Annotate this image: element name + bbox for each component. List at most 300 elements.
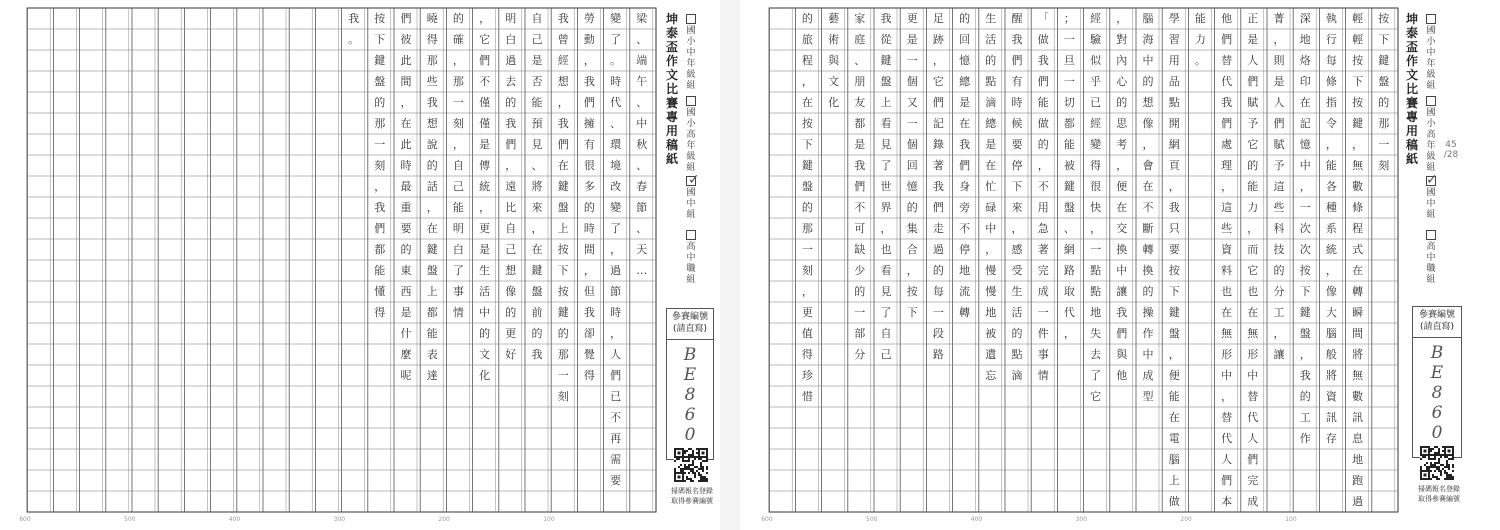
essay-char: 、 (531, 159, 543, 172)
essay-char: 的 (479, 327, 491, 340)
essay-char: 文 (479, 348, 491, 361)
essay-char: 、 (610, 117, 622, 130)
essay-char: 在 (1168, 411, 1180, 424)
essay-char: 們 (1247, 453, 1259, 466)
essay-char: 賦 (1273, 138, 1285, 151)
essay-char: 動 (583, 33, 595, 46)
essay-char: 作 (1142, 327, 1154, 340)
essay-char: 個 (906, 75, 918, 88)
essay-char: 分 (854, 348, 866, 361)
essay-char: 的 (1037, 138, 1049, 151)
essay-char: 上 (426, 285, 438, 298)
essay-char: 節 (610, 285, 622, 298)
essay-char: 在 (1116, 201, 1128, 214)
essay-char: 比 (505, 201, 517, 214)
essay-char: 家 (854, 12, 866, 25)
essay-char: 是 (959, 96, 971, 109)
essay-char: 按 (557, 285, 569, 298)
essay-char: 成 (1037, 285, 1049, 298)
essay-char: 鍵 (1352, 117, 1364, 130)
essay-char: 形 (1247, 348, 1259, 361)
essay-char: 是 (479, 138, 491, 151)
check-mark-icon: ✓ (1426, 172, 1438, 188)
essay-char: 它 (932, 75, 944, 88)
essay-char: 活 (985, 33, 997, 46)
essay-char: 對 (1116, 33, 1128, 46)
essay-char: 僅 (479, 96, 491, 109)
essay-char: 系 (1325, 222, 1337, 235)
essay-char: 刻 (452, 117, 464, 130)
essay-char: 心 (1116, 75, 1128, 88)
ruler-mark: 500 (866, 516, 878, 523)
essay-char: 合 (906, 243, 918, 256)
essay-char: 表 (426, 348, 438, 361)
essay-char: 旦 (1063, 54, 1075, 67)
qr-code-icon[interactable] (674, 448, 708, 482)
essay-char: 境 (610, 159, 622, 172)
essay-char: 個 (906, 138, 918, 151)
checkbox-icon[interactable] (686, 230, 696, 240)
essay-char: 一 (1037, 306, 1049, 319)
checkbox-icon[interactable] (1426, 230, 1436, 240)
essay-char: 能 (1063, 138, 1075, 151)
essay-char: 白 (505, 33, 517, 46)
essay-char: 麼 (400, 348, 412, 361)
essay-char: 統 (1325, 243, 1337, 256)
essay-char: 盤 (426, 264, 438, 277)
essay-char: 曉 (426, 12, 438, 25)
essay-char: 按 (1378, 12, 1390, 25)
essay-char: 代 (1221, 432, 1233, 445)
essay-char: 東 (400, 264, 412, 277)
essay-char: 將 (531, 180, 543, 193)
essay-char: 路 (932, 348, 944, 361)
essay-char: 般 (1325, 348, 1337, 361)
essay-char: 理 (1221, 159, 1233, 172)
essay-char: 、 (636, 222, 648, 235)
entry-number-char: B (1430, 343, 1444, 363)
essay-char: 在 (1142, 180, 1154, 193)
essay-char: 是 (985, 138, 997, 151)
essay-char: 在 (959, 117, 971, 130)
essay-char: 正 (1247, 12, 1259, 25)
essay-char: 盤 (1168, 327, 1180, 340)
group-option-senior-high[interactable]: 高中職組 (684, 230, 698, 286)
essay-char: 每 (932, 285, 944, 298)
essay-char: 惜 (801, 390, 813, 403)
essay-char: 刻 (1378, 159, 1390, 172)
essay-char: 在 (426, 222, 438, 235)
essay-char: 能 (1168, 390, 1180, 403)
essay-char: 一 (932, 306, 944, 319)
group-option-elementary-upper[interactable]: 國小高年級組 (1424, 96, 1438, 174)
essay-char: 預 (531, 117, 543, 130)
essay-char: ， (479, 12, 491, 25)
entry-number-char: 0 (1431, 423, 1443, 443)
essay-char: 改 (610, 180, 622, 193)
essay-char: 下 (1011, 180, 1023, 193)
essay-char: 好 (505, 348, 517, 361)
essay-char: 科 (1273, 222, 1285, 235)
essay-char: 乎 (1090, 75, 1102, 88)
group-option-senior-high[interactable]: 高中職組 (1424, 230, 1438, 286)
essay-char: 像 (1142, 117, 1154, 130)
ruler-mark: 200 (1180, 516, 1192, 523)
essay-char: 菁 (1273, 12, 1285, 25)
essay-char: ， (1168, 348, 1180, 361)
essay-char: 了 (880, 306, 892, 319)
essay-char: 候 (1011, 117, 1023, 130)
essay-char: 已 (610, 390, 622, 403)
essay-char: 感 (1011, 243, 1023, 256)
essay-char: 行 (1325, 33, 1337, 46)
essay-char: 的 (374, 96, 386, 109)
essay-char: 用 (1037, 201, 1049, 214)
essay-char: 的 (854, 285, 866, 298)
essay-char: 中 (1221, 369, 1233, 382)
essay-char: 一 (801, 243, 813, 256)
essay-char: 彼 (400, 33, 412, 46)
essay-char: 過 (505, 54, 517, 67)
essay-char: 輕 (1352, 33, 1364, 46)
essay-char: 流 (959, 285, 971, 298)
essay-char: 統 (479, 180, 491, 193)
essay-char: 能 (1037, 96, 1049, 109)
essay-char: 下 (1168, 285, 1180, 298)
essay-char: 卻 (583, 327, 595, 340)
essay-char: 端 (636, 54, 648, 67)
essay-char: 替 (1221, 411, 1233, 424)
essay-char: 那 (557, 348, 569, 361)
essay-char: 經 (1090, 12, 1102, 25)
essay-char: 料 (1221, 264, 1233, 277)
essay-char: 一 (1090, 243, 1102, 256)
essay-char: 事 (452, 285, 464, 298)
essay-char: 人 (1221, 453, 1233, 466)
essay-char: ， (1116, 159, 1128, 172)
essay-char: 交 (1116, 222, 1128, 235)
essay-char: 換 (1116, 243, 1128, 256)
essay-char: 它 (1247, 138, 1259, 151)
essay-char: 一 (854, 306, 866, 319)
essay-char: 不 (610, 411, 622, 424)
entry-number-char: 8 (684, 385, 696, 405)
essay-char: 是 (1247, 33, 1259, 46)
essay-char: 己 (531, 33, 543, 46)
entry-number-label: 參賽編號(請直寫) (667, 309, 713, 340)
essay-char: 得 (801, 348, 813, 361)
essay-char: 們 (1221, 117, 1233, 130)
essay-char: 型 (1142, 390, 1154, 403)
essay-char: 慢 (985, 264, 997, 277)
essay-char: 確 (452, 33, 464, 46)
essay-char: 轉 (1352, 285, 1364, 298)
check-mark-icon: ✓ (688, 172, 700, 188)
essay-char: 像 (505, 285, 517, 298)
essay-char: 從 (880, 33, 892, 46)
essay-char: 我 (557, 12, 569, 25)
essay-char: 在 (1352, 264, 1364, 277)
essay-char: 地 (1090, 306, 1102, 319)
essay-char: 碌 (985, 201, 997, 214)
ruler-mark: 600 (19, 516, 31, 523)
essay-char: 訊 (1352, 411, 1364, 424)
essay-char: 過 (610, 264, 622, 277)
essay-char: 一 (557, 369, 569, 382)
essay-char: 盤 (1378, 75, 1390, 88)
essay-char: 很 (583, 159, 595, 172)
essay-char: 午 (636, 75, 648, 88)
essay-char: 在 (1299, 96, 1311, 109)
essay-char: 它 (1247, 264, 1259, 277)
essay-char: 內 (1116, 54, 1128, 67)
essay-char: 是 (400, 306, 412, 319)
essay-char: 旁 (959, 201, 971, 214)
essay-char: 本 (1221, 495, 1233, 508)
essay-char: 去 (505, 75, 517, 88)
essay-char: 程 (1352, 222, 1364, 235)
essay-char: 資 (1325, 390, 1337, 403)
essay-char: 了 (880, 159, 892, 172)
essay-char: 可 (854, 222, 866, 235)
essay-char: 都 (854, 117, 866, 130)
entry-number-char: 8 (1431, 383, 1443, 403)
ruler-mark: 400 (970, 516, 983, 523)
essay-char: 經 (557, 54, 569, 67)
essay-char: 點 (1090, 285, 1102, 298)
essay-char: ， (1142, 138, 1154, 151)
essay-char: ， (1299, 180, 1311, 193)
group-option-elementary-middle[interactable]: 國小中年級組 (684, 14, 698, 92)
essay-char: 要 (1011, 138, 1023, 151)
essay-char: 更 (505, 327, 517, 340)
essay-char: 很 (1090, 180, 1102, 193)
essay-char: 大 (1325, 306, 1337, 319)
essay-char: ， (610, 243, 622, 256)
essay-char: 是 (906, 33, 918, 46)
essay-char: 數 (1352, 390, 1364, 403)
essay-char: 中 (1247, 369, 1259, 382)
group-option-elementary-middle[interactable]: 國小中年級組 (1424, 14, 1438, 92)
group-option-junior-high[interactable]: 國中組 (1424, 176, 1438, 221)
essay-char: 朋 (854, 75, 866, 88)
essay-char: 天 (636, 243, 648, 256)
essay-char: 們 (557, 138, 569, 151)
essay-char: 處 (1221, 138, 1233, 151)
essay-char: 變 (610, 12, 622, 25)
essay-char: 一 (906, 117, 918, 130)
essay-char: 腦 (1168, 453, 1180, 466)
essay-char: 跑 (1352, 474, 1364, 487)
essay-char: ， (1168, 180, 1180, 193)
essay-char: ， (932, 54, 944, 67)
essay-char: 會 (1142, 159, 1154, 172)
checkbox-icon[interactable] (1426, 14, 1436, 24)
essay-char: 變 (1090, 138, 1102, 151)
essay-char: 下 (906, 306, 918, 319)
essay-char: 與 (1116, 348, 1128, 361)
essay-char: 中 (1116, 264, 1128, 277)
essay-char: 我 (1168, 201, 1180, 214)
essay-char: 自 (452, 159, 464, 172)
essay-char: 地 (1352, 453, 1364, 466)
essay-char: 環 (610, 138, 622, 151)
essay-char: 盤 (374, 75, 386, 88)
essay-char: 受 (1011, 264, 1023, 277)
entry-number-label: 參賽編號(請直寫) (1413, 307, 1461, 338)
essay-char: 些 (426, 75, 438, 88)
essay-char: 事 (1037, 348, 1049, 361)
essay-char: 我 (932, 180, 944, 193)
essay-char: 與 (828, 54, 840, 67)
essay-char: 便 (1116, 180, 1128, 193)
essay-char: ， (1299, 348, 1311, 361)
essay-char: 像 (1325, 285, 1337, 298)
essay-char: 按 (1168, 264, 1180, 277)
essay-char: 盤 (880, 75, 892, 88)
essay-char: 程 (801, 54, 813, 67)
essay-char: 再 (610, 432, 622, 445)
essay-char: 在 (400, 117, 412, 130)
essay-char: 們 (610, 369, 622, 382)
essay-char: 說 (426, 138, 438, 151)
essay-char: 醒 (1011, 12, 1023, 25)
essay-char: 都 (1063, 117, 1075, 130)
essay-char: 曾 (557, 33, 569, 46)
essay-char: 點 (1168, 96, 1180, 109)
essay-char: 想 (505, 264, 517, 277)
essay-char: 將 (1325, 369, 1337, 382)
essay-char: 按 (1352, 96, 1364, 109)
essay-char: ， (505, 159, 517, 172)
essay-char: 鍵 (374, 54, 386, 67)
essay-char: 珍 (801, 369, 813, 382)
essay-char: 能 (426, 327, 438, 340)
qr-code-icon[interactable] (1420, 446, 1454, 480)
essay-char: 不 (1142, 201, 1154, 214)
essay-char: 。 (348, 33, 360, 46)
essay-char: ， (1273, 327, 1285, 340)
essay-char: 下 (557, 264, 569, 277)
essay-char: 更 (801, 306, 813, 319)
essay-char: 身 (959, 180, 971, 193)
essay-char: 我 (1037, 54, 1049, 67)
essay-char: 得 (1090, 159, 1102, 172)
essay-char: 看 (880, 117, 892, 130)
essay-char: 頁 (1168, 159, 1180, 172)
essay-char: 在 (1221, 306, 1233, 319)
essay-char: 鍵 (801, 159, 813, 172)
essay-char: 生 (1011, 285, 1023, 298)
essay-char: 一 (1378, 138, 1390, 151)
essay-char: 我 (880, 12, 892, 25)
essay-char: 人 (1247, 432, 1259, 445)
entry-number-value (1413, 343, 1461, 443)
essay-char: 記 (932, 117, 944, 130)
essay-char: 在 (557, 159, 569, 172)
essay-char: 能 (1325, 159, 1337, 172)
essay-char: 、 (1063, 222, 1075, 235)
essay-char: 滴 (985, 96, 997, 109)
checkbox-icon[interactable] (686, 14, 696, 24)
essay-char: 能 (1194, 12, 1206, 25)
ruler-mark: 300 (1075, 516, 1088, 523)
essay-char: 記 (1299, 117, 1311, 130)
essay-char: 們 (1037, 75, 1049, 88)
essay-char: 的 (426, 159, 438, 172)
essay-char: 間 (1352, 327, 1364, 340)
essay-char: 我 (505, 117, 517, 130)
essay-char: 最 (400, 180, 412, 193)
essay-char: 我 (1221, 96, 1233, 109)
essay-char: 文 (828, 75, 840, 88)
essay-char: 執 (1325, 12, 1337, 25)
essay-char: 我 (557, 117, 569, 130)
checkbox-icon[interactable] (686, 96, 696, 106)
essay-char: 過 (932, 243, 944, 256)
essay-char: 、 (636, 96, 648, 109)
essay-char: 被 (985, 327, 997, 340)
essay-char: 我 (583, 75, 595, 88)
essay-char: 。 (1194, 54, 1206, 67)
essay-char: 輕 (1352, 12, 1364, 25)
essay-char: 數 (1352, 180, 1364, 193)
essay-char: 時 (1011, 96, 1023, 109)
essay-char: ， (1325, 138, 1337, 151)
essay-char: 我 (531, 348, 543, 361)
entry-number-char: E (683, 365, 697, 385)
essay-char: 們 (583, 96, 595, 109)
essay-char: 開 (1168, 117, 1180, 130)
essay-char: 白 (452, 243, 464, 256)
essay-char: 達 (426, 369, 438, 382)
essay-char: 無 (1352, 369, 1364, 382)
essay-char: 似 (1090, 54, 1102, 67)
essay-char: 想 (557, 75, 569, 88)
checkbox-icon[interactable] (1426, 96, 1436, 106)
essay-char: 刻 (801, 264, 813, 277)
essay-char: 中 (636, 117, 648, 130)
register-note: 掃碼報名登錄 取得參賽編號 (1418, 485, 1460, 503)
essay-char: 替 (1221, 54, 1233, 67)
essay-char: ， (452, 54, 464, 67)
essay-char: 完 (1037, 264, 1049, 277)
essay-char: 鍵 (557, 306, 569, 319)
essay-char: 無 (1221, 327, 1233, 340)
essay-char: 明 (452, 222, 464, 235)
essay-char: ， (1116, 12, 1128, 25)
essay-char: 也 (1247, 285, 1259, 298)
essay-char: 想 (426, 117, 438, 130)
essay-char: 錄 (932, 138, 944, 151)
essay-char: 形 (1221, 348, 1233, 361)
entry-number-char: E (1430, 363, 1444, 383)
essay-char: 一 (452, 96, 464, 109)
essay-char: ， (400, 96, 412, 109)
essay-char: ， (1011, 222, 1023, 235)
essay-char: ， (1325, 264, 1337, 277)
group-option-elementary-upper[interactable]: 國小高年級組 (684, 96, 698, 174)
essay-char: 鍵 (426, 243, 438, 256)
essay-char: 自 (505, 222, 517, 235)
group-option-junior-high[interactable]: 國中組 (684, 176, 698, 221)
essay-char: 按 (557, 243, 569, 256)
essay-char: 鍵 (557, 180, 569, 193)
essay-char: 按 (1352, 54, 1364, 67)
essay-char: 見 (531, 138, 543, 151)
essay-char: 又 (906, 96, 918, 109)
essay-char: 被 (1063, 159, 1075, 172)
